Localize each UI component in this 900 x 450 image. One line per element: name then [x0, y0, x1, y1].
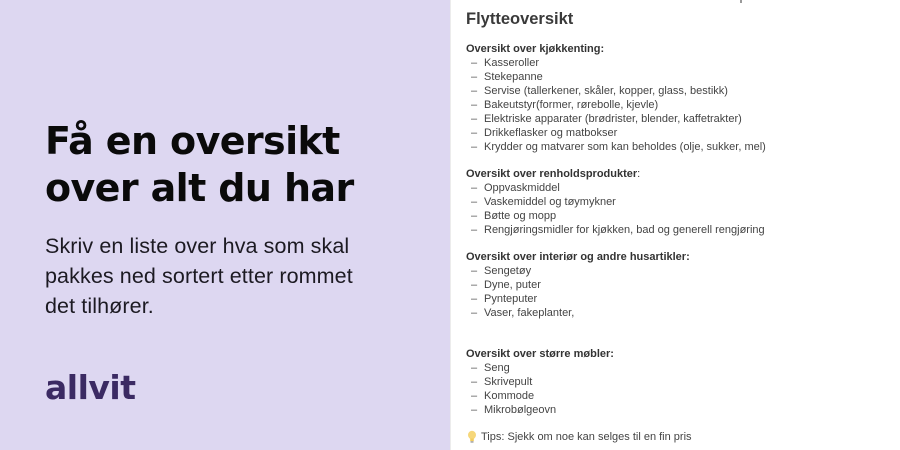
document-panel: [450, 0, 900, 450]
list-item: [466, 278, 886, 292]
section-heading-text: Oversikt over større møbler: [466, 348, 611, 360]
subtitle-line: Skriv en liste over hva som skal: [45, 234, 350, 258]
dash-bullet: –: [471, 99, 478, 111]
dash-bullet: –: [471, 71, 478, 83]
list-item: [466, 112, 886, 126]
list-item: [466, 84, 886, 98]
tip-text: Tips: Sjekk om noe kan selges til en fin pris: [481, 431, 692, 443]
list-item-text: Oppvaskmiddel: [484, 182, 560, 194]
list-item-text: Bakeutstyr(former, rørebolle, kjevle): [484, 99, 659, 111]
list-item: [466, 140, 886, 154]
dash-bullet: –: [471, 307, 478, 319]
dash-bullet: –: [471, 196, 478, 208]
list-item-text: Servise (tallerkener, skåler, kopper, glass, bestikk): [484, 85, 728, 97]
allvit-logo: allvit: [45, 368, 136, 407]
subtitle-line: pakkes ned sortert etter rommet: [45, 264, 353, 288]
section-heading-colon: :: [637, 168, 641, 180]
dash-bullet: –: [471, 141, 478, 153]
list-item-text: Vaser, fakeplanter,: [484, 307, 575, 319]
list-item: [466, 209, 886, 223]
list-item: [466, 403, 886, 417]
dash-bullet: –: [471, 390, 478, 402]
list-item: [466, 56, 886, 70]
item-list: [466, 181, 886, 237]
section-heading-colon: :: [610, 348, 614, 360]
dash-bullet: –: [471, 224, 478, 236]
dash-bullet: –: [471, 57, 478, 69]
list-item-text: Sengetøy: [484, 265, 532, 277]
headline-line: over alt du har: [45, 166, 354, 210]
dash-bullet: –: [471, 127, 478, 139]
list-item-text: Pynteputer: [484, 293, 538, 305]
dash-bullet: –: [471, 210, 478, 222]
list-item: [466, 375, 886, 389]
item-list: [466, 56, 886, 154]
section-heading: [466, 250, 886, 264]
dash-bullet: –: [471, 279, 478, 291]
item-list: [466, 361, 886, 417]
list-item: [466, 361, 886, 375]
section-heading-text: Oversikt over kjøkkenting: [466, 43, 601, 55]
list-item-text: Mikrobølgeovn: [484, 404, 557, 416]
section-heading-colon: :: [600, 43, 605, 55]
list-item-text: Bøtte og mopp: [484, 210, 557, 222]
scroll-marker: [740, 0, 742, 3]
list-item: [466, 126, 886, 140]
dash-bullet: –: [471, 265, 478, 277]
list-item-text: Rengjøringsmidler for kjøkken, bad og generell rengjøring: [484, 224, 765, 236]
list-item-text: Seng: [484, 362, 510, 374]
section-kitchen: [466, 42, 886, 154]
list-item: [466, 70, 886, 84]
lightbulb-icon: [466, 430, 478, 444]
dash-bullet: –: [471, 113, 478, 125]
list-item-text: Kasseroller: [484, 57, 540, 69]
list-item: [466, 306, 886, 320]
dash-bullet: –: [471, 362, 478, 374]
section-furniture: [466, 347, 886, 417]
section-heading: [466, 167, 886, 181]
dash-bullet: –: [471, 293, 478, 305]
list-item-text: Stekepanne: [484, 71, 543, 83]
dash-bullet: –: [471, 182, 478, 194]
dash-bullet: –: [471, 376, 478, 388]
dash-bullet: –: [471, 85, 478, 97]
list-item-text: Drikkeflasker og matbokser: [484, 127, 618, 139]
list-item: [466, 98, 886, 112]
list-item-text: Vaskemiddel og tøymykner: [484, 196, 616, 208]
list-item: [466, 223, 886, 237]
section-cleaning: [466, 167, 886, 237]
list-item: [466, 195, 886, 209]
list-item: [466, 389, 886, 403]
list-item-text: Kommode: [484, 390, 535, 402]
list-item: [466, 264, 886, 278]
section-heading: [466, 347, 886, 361]
dash-bullet: –: [471, 404, 478, 416]
subtitle-line: det tilhører.: [45, 294, 154, 318]
list-item: [466, 292, 886, 306]
list-item-text: Skrivepult: [484, 376, 533, 388]
list-item-text: Dyne, puter: [484, 279, 541, 291]
item-list: [466, 264, 886, 320]
list-item-text: Krydder og matvarer som kan beholdes (olje, sukker, mel): [484, 141, 766, 153]
section-heading-text: Oversikt over renholdsprodukter: [466, 168, 638, 180]
section-heading: [466, 42, 886, 56]
tip-line: [466, 430, 886, 444]
document-title: Flytteoversikt: [466, 10, 574, 28]
note-document: [466, 8, 886, 444]
section-heading-colon: :: [686, 251, 690, 263]
section-interior: [466, 250, 886, 320]
section-heading-text: Oversikt over interiør og andre husartikler: [466, 251, 687, 263]
headline-line: Få en oversikt: [45, 119, 340, 163]
list-item: [466, 181, 886, 195]
headline: [45, 118, 425, 212]
subtitle: [45, 231, 425, 321]
list-item-text: Elektriske apparater (brødrister, blender, kaffetrakter): [484, 113, 742, 125]
